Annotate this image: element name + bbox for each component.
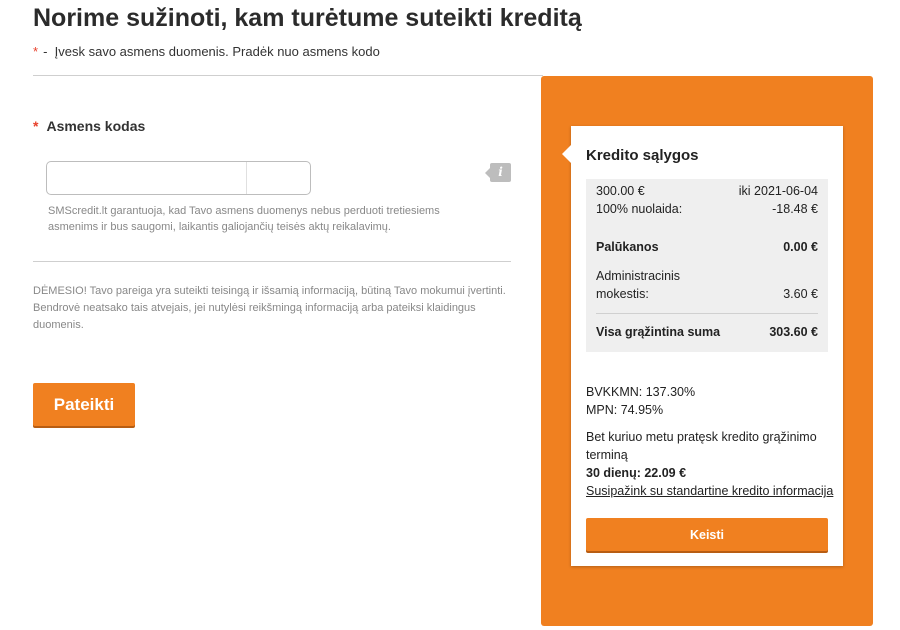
total-value: 303.60 € bbox=[769, 325, 818, 339]
interest-value: 0.00 € bbox=[783, 240, 818, 254]
total-label: Visa grąžintina suma bbox=[596, 325, 721, 339]
standard-credit-info-link[interactable]: Susipažink su standartine kredito informacija bbox=[586, 484, 834, 498]
terms-divider bbox=[596, 313, 818, 314]
personal-code-label bbox=[33, 118, 145, 134]
middle-divider bbox=[33, 261, 511, 262]
discount-row bbox=[596, 202, 818, 216]
intro-dash: - bbox=[43, 44, 48, 59]
credit-terms-table bbox=[586, 179, 828, 352]
personal-code-label-text: Asmens kodas bbox=[46, 118, 146, 134]
discount-label: 100% nuolaida: bbox=[596, 202, 683, 216]
warning-text: DĖMESIO! Tavo pareiga yra suteikti teisingą ir išsamią informaciją, būtiną Tavo mokumui įvertinti. Bendrovė neatsako tais atvejais, jei nutylėsi reikšmingą informaciją arba pateiksi klaidingus duomenis. bbox=[33, 285, 506, 331]
mpn-rate: MPN: 74.95% bbox=[586, 403, 664, 417]
intro-text: Įvesk savo asmens duomenis. Pradėk nuo asmens kodo bbox=[54, 44, 380, 59]
page-title: Norime sužinoti, kam turėtume suteikti kreditą bbox=[33, 4, 582, 32]
intro-note bbox=[33, 44, 380, 59]
personal-code-digit[interactable] bbox=[247, 162, 311, 194]
discount-value: -18.48 € bbox=[772, 202, 818, 216]
loan-amount: 300.00 € bbox=[596, 184, 645, 198]
amount-row bbox=[596, 184, 818, 198]
bvkkmn-rate: BVKKMN: 137.30% bbox=[586, 385, 696, 399]
extension-amount: 30 dienų: 22.09 € bbox=[586, 466, 687, 480]
interest-label: Palūkanos bbox=[596, 240, 659, 254]
due-date: iki 2021-06-04 bbox=[738, 184, 818, 198]
extension-block bbox=[586, 428, 836, 500]
change-button[interactable]: Keisti bbox=[586, 518, 828, 551]
required-marker: * bbox=[33, 118, 39, 134]
submit-button[interactable]: Pateikti bbox=[33, 383, 135, 426]
personal-code-digit[interactable] bbox=[47, 162, 247, 194]
credit-terms-card bbox=[571, 126, 843, 566]
top-divider bbox=[33, 75, 543, 76]
data-guarantee-text: SMScredit.lt garantuoja, kad Tavo asmens duomenys nebus perduoti tretiesiems asmenims ir bus saugomi, laikantis galiojančių teisės aktų reikalavimų. bbox=[48, 205, 440, 233]
admin-fee-value: 3.60 € bbox=[783, 287, 818, 301]
admin-fee-row bbox=[596, 267, 818, 303]
required-marker: * bbox=[33, 44, 39, 59]
admin-fee-label bbox=[596, 267, 680, 303]
admin-fee-label-line1: Administracinis bbox=[596, 269, 681, 283]
rates-block bbox=[586, 383, 695, 419]
total-row bbox=[596, 325, 818, 339]
info-icon[interactable]: i bbox=[490, 163, 511, 182]
credit-terms-title: Kredito sąlygos bbox=[586, 147, 699, 164]
admin-fee-label-line2: mokestis: bbox=[596, 287, 649, 301]
extension-text: Bet kuriuo metu pratęsk kredito grąžinimo terminą bbox=[586, 430, 817, 462]
personal-code-input[interactable] bbox=[46, 161, 311, 195]
interest-row bbox=[596, 240, 818, 254]
